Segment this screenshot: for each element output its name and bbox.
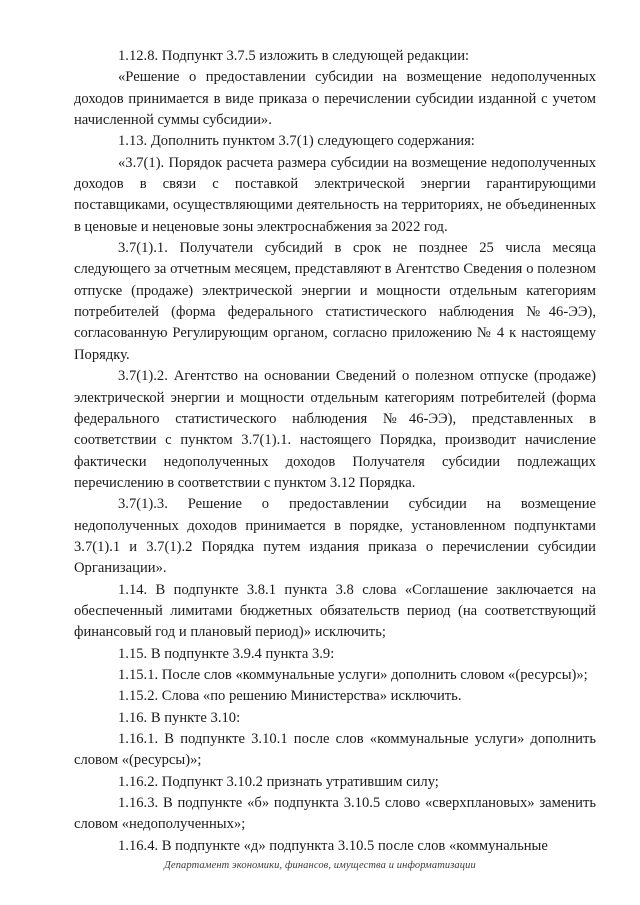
- page-footer: Департамент экономики, финансов, имущества и информатизации: [164, 860, 476, 871]
- paragraph-1-14: 1.14. В подпункте 3.8.1 пункта 3.8 слова «Соглашение заключается на обеспеченный лимитами бюджетных обязательств период (на соответствующий финансовый год и плановый период)» исключить;: [74, 581, 596, 641]
- paragraph-1-16-2: 1.16.2. Подпункт 3.10.2 признать утратившим силу;: [118, 773, 439, 790]
- paragraph-1-12-8: 1.12.8. Подпункт 3.7.5 изложить в следующей редакции:: [118, 48, 470, 64]
- paragraph-3-7-1-3: 3.7(1).3. Решение о предоставлении субсидии на возмещение недополученных доходов принимается в порядке, установленном подпунктами 3.7(1).1 и 3.7(1).2 Порядка путем издания приказа о перечислении субсидии Организации».: [74, 496, 596, 577]
- paragraph-3-7-1-2: 3.7(1).2. Агентство на основании Сведений о полезном отпуске (продаже) электрической энергии и мощности отдельным категориям потребителей (форма федерального статистического наблюдения №46-ЭЭ), представленных в соответствии с пунктом 3.7(1).1. настоящего Порядка, производит начисление фактически недополученных доходов Получателя субсидии подлежащих перечислению в соответствии с пунктом 3.12 Порядка.: [74, 368, 596, 491]
- paragraph-1-15-2: 1.15.2. Слова «по решению Министерства» исключить.: [118, 688, 462, 705]
- paragraph-3-7-1-1: 3.7(1).1. Получатели субсидий в срок не позднее 25 числа месяца следующего за отчетным месяцем, представляют в Агентство Сведения о полезном отпуске (продаже) электрической энергии и мощности отдельным категориям потребителей (форма федерального статистического наблюдения №46-ЭЭ), согласованную Регулирующим органом, согласно приложению № 4 к настоящему Порядку.: [74, 240, 596, 363]
- paragraph-1-15: 1.15. В подпункте 3.9.4 пункта 3.9:: [118, 645, 335, 662]
- paragraph-3-7-1: «3.7(1). Порядок расчета размера субсидии на возмещение недополученных доходов в связи с поставкой электрической энергии гарантирующими поставщиками, осуществляющими деятельность на территориях, не объединенных в ценовые и неценовые зоны электроснабжения за 2022 год.: [74, 154, 596, 235]
- document-body: [74, 46, 596, 857]
- paragraph-quote-3-7-5: «Решение о предоставлении субсидии на возмещение недополученных доходов принимается в виде приказа о перечислении субсидии изданной с учетом начисленной суммы субсидии».: [74, 69, 596, 129]
- paragraph-1-16-1: 1.16.1. В подпункте 3.10.1 после слов «коммунальные услуги» дополнить словом «(ресурсы)»;: [74, 731, 596, 769]
- paragraph-1-16-3: 1.16.3. В подпункте «б» подпункта 3.10.5 слово «сверхплановых» заменить словом «недополученных»;: [74, 795, 596, 833]
- paragraph-1-16-4: 1.16.4. В подпункте «д» подпункта 3.10.5 после слов «коммунальные: [118, 837, 548, 854]
- paragraph-1-15-1: 1.15.1. После слов «коммунальные услуги» дополнить словом «(ресурсы)»;: [118, 666, 588, 683]
- paragraph-1-16: 1.16. В пункте 3.10:: [118, 709, 241, 726]
- paragraph-1-13: 1.13. Дополнить пунктом 3.7(1) следующего содержания:: [118, 133, 475, 150]
